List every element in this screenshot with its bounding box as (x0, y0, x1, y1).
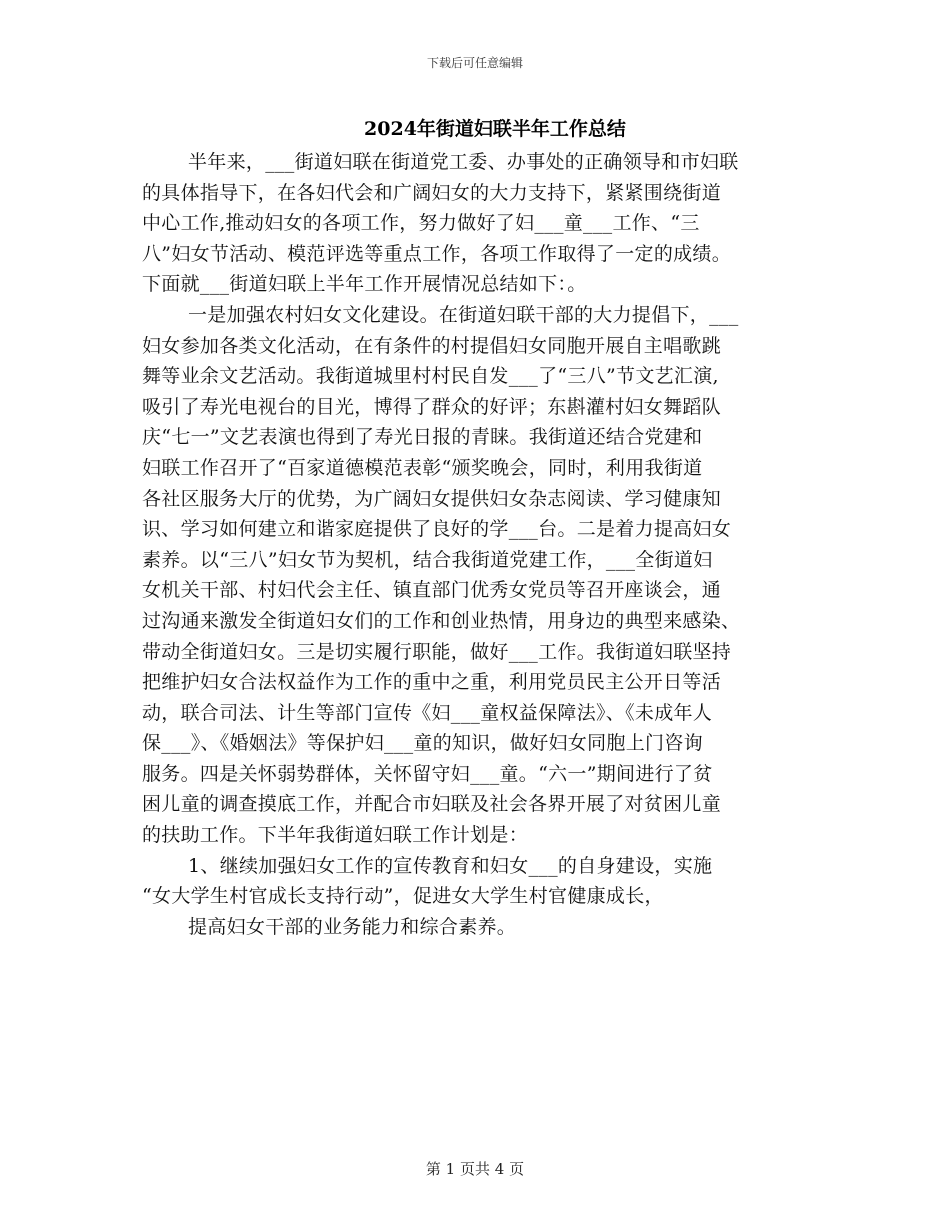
paragraph-line: 识、学习如何建立和谐家庭提供了良好的学___台。二是着力提高妇女 (142, 518, 732, 541)
paragraph-line: 带动全街道妇女。三是切实履行职能，做好___工作。我街道妇联坚持 (142, 640, 732, 663)
paragraph-line: 的扶助工作。下半年我街道妇联工作计划是： (142, 824, 529, 847)
paragraph-line: 过沟通来激发全街道妇女们的工作和创业热情，用身边的典型来感染、 (142, 609, 741, 632)
document-body (142, 147, 822, 942)
paragraph-line: 舞等业余文艺活动。我街道城里村村民自发___了“三八”节文艺汇演, (142, 365, 719, 388)
paragraph-line: 提高妇女干部的业务能力和综合素养。 (188, 915, 517, 938)
paragraph-line: 保___》、《婚姻法》等保护妇___童的知识，做好妇女同胞上门咨询 (142, 732, 703, 755)
header-note: 下载后可任意编辑 (426, 56, 523, 70)
paragraph-line: 的具体指导下，在各妇代会和广阔妇女的大力支持下，紧紧围绕街道 (142, 181, 722, 204)
paragraph-line: 各社区服务大厅的优势，为广阔妇女提供妇女杂志阅读、学习健康知 (142, 487, 722, 510)
paragraph-line: 半年来，___街道妇联在街道党工委、办事处的正确领导和市妇联 (188, 151, 739, 173)
paragraph-line: 1、继续加强妇女工作的宣传教育和妇女___的自身建设，实施 (188, 854, 713, 877)
paragraph-line: 八”妇女节活动、模范评选等重点工作，各项工作取得了一定的成绩。 (142, 242, 732, 265)
page-footer: 第 1 页共 4 页 (425, 1160, 525, 1178)
paragraph-line: 素养。以“三八”妇女节为契机，结合我街道党建工作，___全街道妇 (142, 548, 713, 571)
paragraph-line: “女大学生村官成长支持行动”，促进女大学生村官健康成长， (142, 885, 664, 908)
document-title: 2024年街道妇联半年工作总结 (364, 118, 626, 140)
paragraph-line: 庆“七一”文艺表演也得到了寿光日报的青睐。我街道还结合党建和 (142, 426, 703, 449)
paragraph-line: 妇联工作召开了“百家道德模范表彰“颁奖晚会，同时，利用我街道 (142, 456, 703, 479)
paragraph-line: 女机关干部、村妇代会主任、镇直部门优秀女党员等召开座谈会，通 (142, 579, 722, 602)
paragraph-line: 动，联合司法、计生等部门宣传《妇___童权益保障法》、《未成年人 (142, 701, 713, 724)
paragraph-line: 下面就___街道妇联上半年工作开展情况总结如下：。 (142, 273, 587, 296)
paragraph-line: 一是加强农村妇女文化建设。在街道妇联干部的大力提倡下，___ (188, 303, 739, 326)
paragraph-line: 把维护妇女合法权益作为工作的重中之重，利用党员民主公开日等活 (142, 671, 722, 694)
paragraph-line: 中心工作,推动妇女的各项工作，努力做好了妇___童___工作、“三 (142, 212, 700, 235)
paragraph-line: 吸引了寿光电视台的目光，博得了群众的好评；东斟灌村妇女舞蹈队 (142, 395, 722, 418)
paragraph-line: 服务。四是关怀弱势群体，关怀留守妇___童。“六一”期间进行了贫 (142, 762, 713, 785)
paragraph-line: 困儿童的调查摸底工作，并配合市妇联及社会各界开展了对贫困儿童 (142, 793, 722, 816)
paragraph-line: 妇女参加各类文化活动，在有条件的村提倡妇女同胞开展自主唱歌跳 (142, 334, 722, 357)
